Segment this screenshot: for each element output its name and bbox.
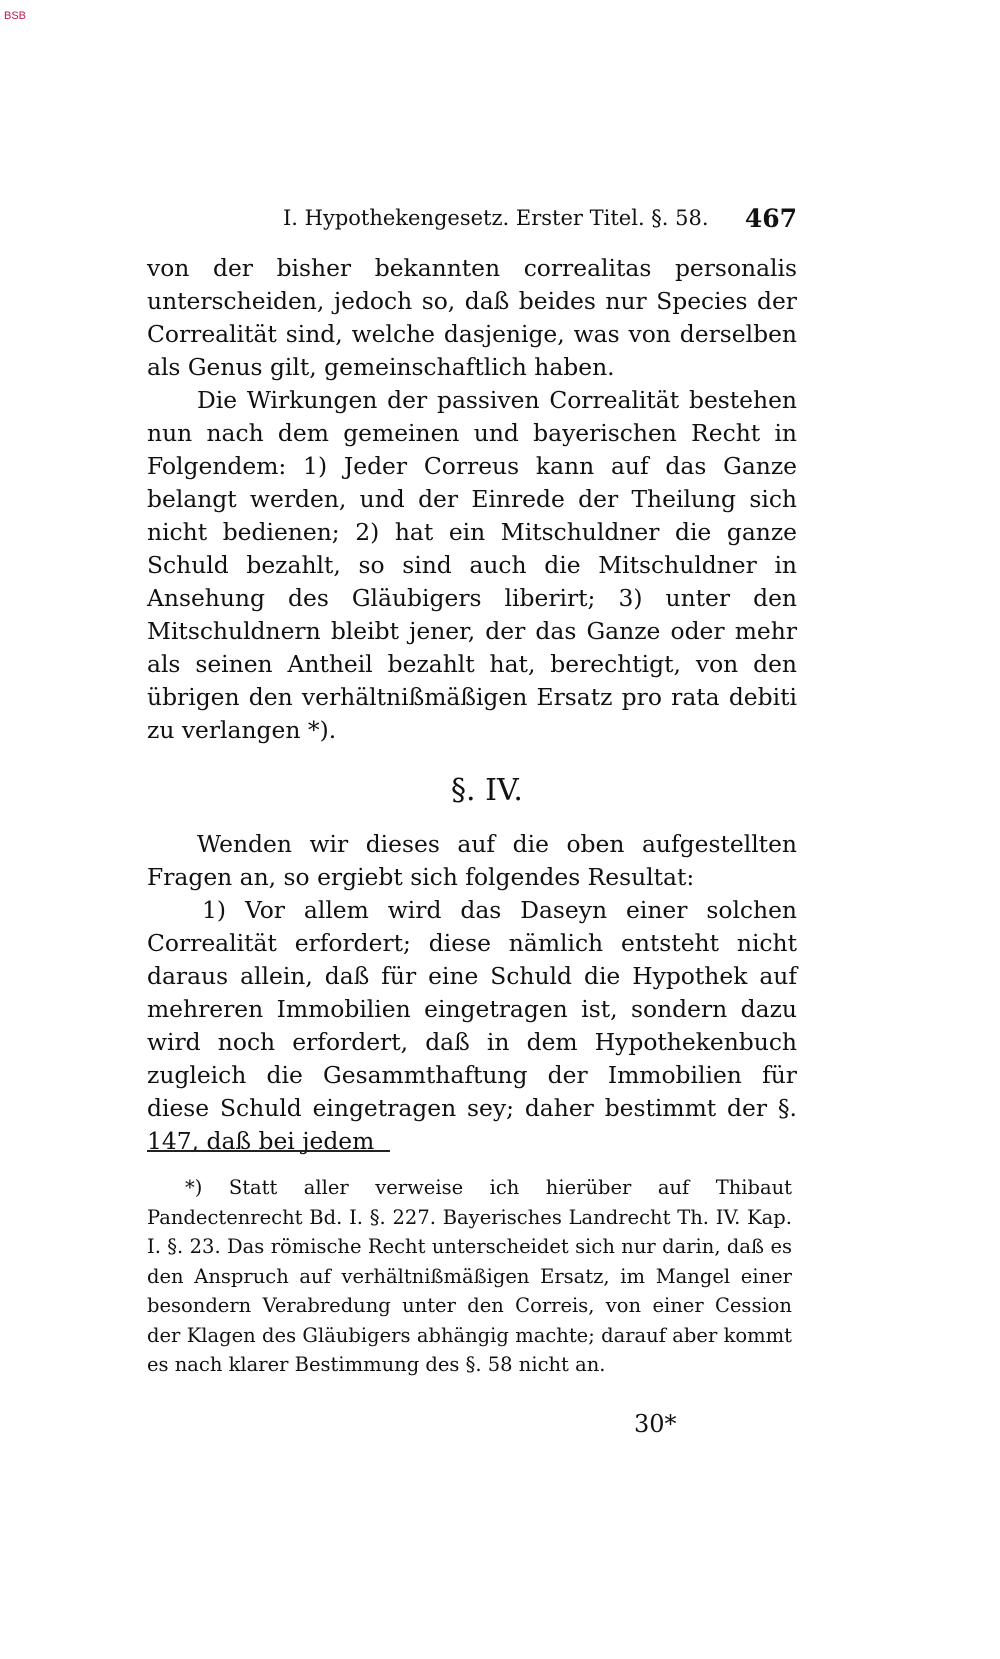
section-heading: §. IV. xyxy=(451,773,523,808)
paragraph-continuation: von der bisher bekannten correalitas personalis unterscheiden, jedoch so, daß beides nur Species der Correalität sind, welche dasjenige, was von derselben als Genus gilt, gemeinschaftlich haben. xyxy=(147,254,797,381)
paragraph-result: Wenden wir dieses auf die oben aufgestellten Fragen an, so ergiebt sich folgendes Resultat: xyxy=(147,830,797,891)
running-title: I. Hypothekengesetz. Erster Titel. §. 58. xyxy=(283,206,709,230)
footnote-divider xyxy=(147,1150,390,1152)
signature-mark: 30* xyxy=(634,1410,677,1438)
page-content xyxy=(147,204,797,1158)
paragraph-passive-correality: Die Wirkungen der passiven Correalität bestehen nun nach dem gemeinen und bayerischen Recht in Folgendem: 1) Jeder Correus kann auf das Ganze belangt werden, und der Einrede der Theilung sich nicht bedienen; 2) hat ein Mitschuldner die ganze Schuld bezahlt, so sind auch die Mitschuldner in Ansehung des Gläubigers liberirt; 3) unter den Mitschuldnern bleibt jener, der das Ganze oder mehr als seinen Antheil bezahlt hat, berechtigt, von den übrigen den verhältnißmäßigen Ersatz pro rata debiti zu verlangen *). xyxy=(147,386,797,744)
page-header xyxy=(147,204,797,238)
footnote xyxy=(147,1173,792,1380)
page-number: 467 xyxy=(744,204,797,233)
main-text xyxy=(147,252,797,1158)
paragraph-point-1: 1) Vor allem wird das Daseyn einer solchen Correalität erfordert; diese nämlich entsteht nicht daraus allein, daß für eine Schuld die Hypothek auf mehreren Immobilien eingetragen ist, sondern dazu wird noch erfordert, daß in dem Hypothekenbuch zugleich die Gesammthaftung der Immobilien für diese Schuld eingetragen sey; daher bestimmt der §. 147, daß bei jedem xyxy=(147,896,797,1155)
library-watermark: BSB xyxy=(4,10,27,22)
footnote-text: *) Statt aller verweise ich hierüber auf Thibaut Pandectenrecht Bd. I. §. 227. Bayerisches Landrecht Th. IV. Kap. I. §. 23. Das römische Recht unterscheidet sich nur darin, daß es den Anspruch auf verhältnißmäßigen Ersatz, im Mangel einer besondern Verabredung unter den Correis, von einer Cession der Klagen des Gläubigers abhängig machte; darauf aber kommt es nach klarer Bestimmung des §. 58 nicht an. xyxy=(147,1176,792,1376)
